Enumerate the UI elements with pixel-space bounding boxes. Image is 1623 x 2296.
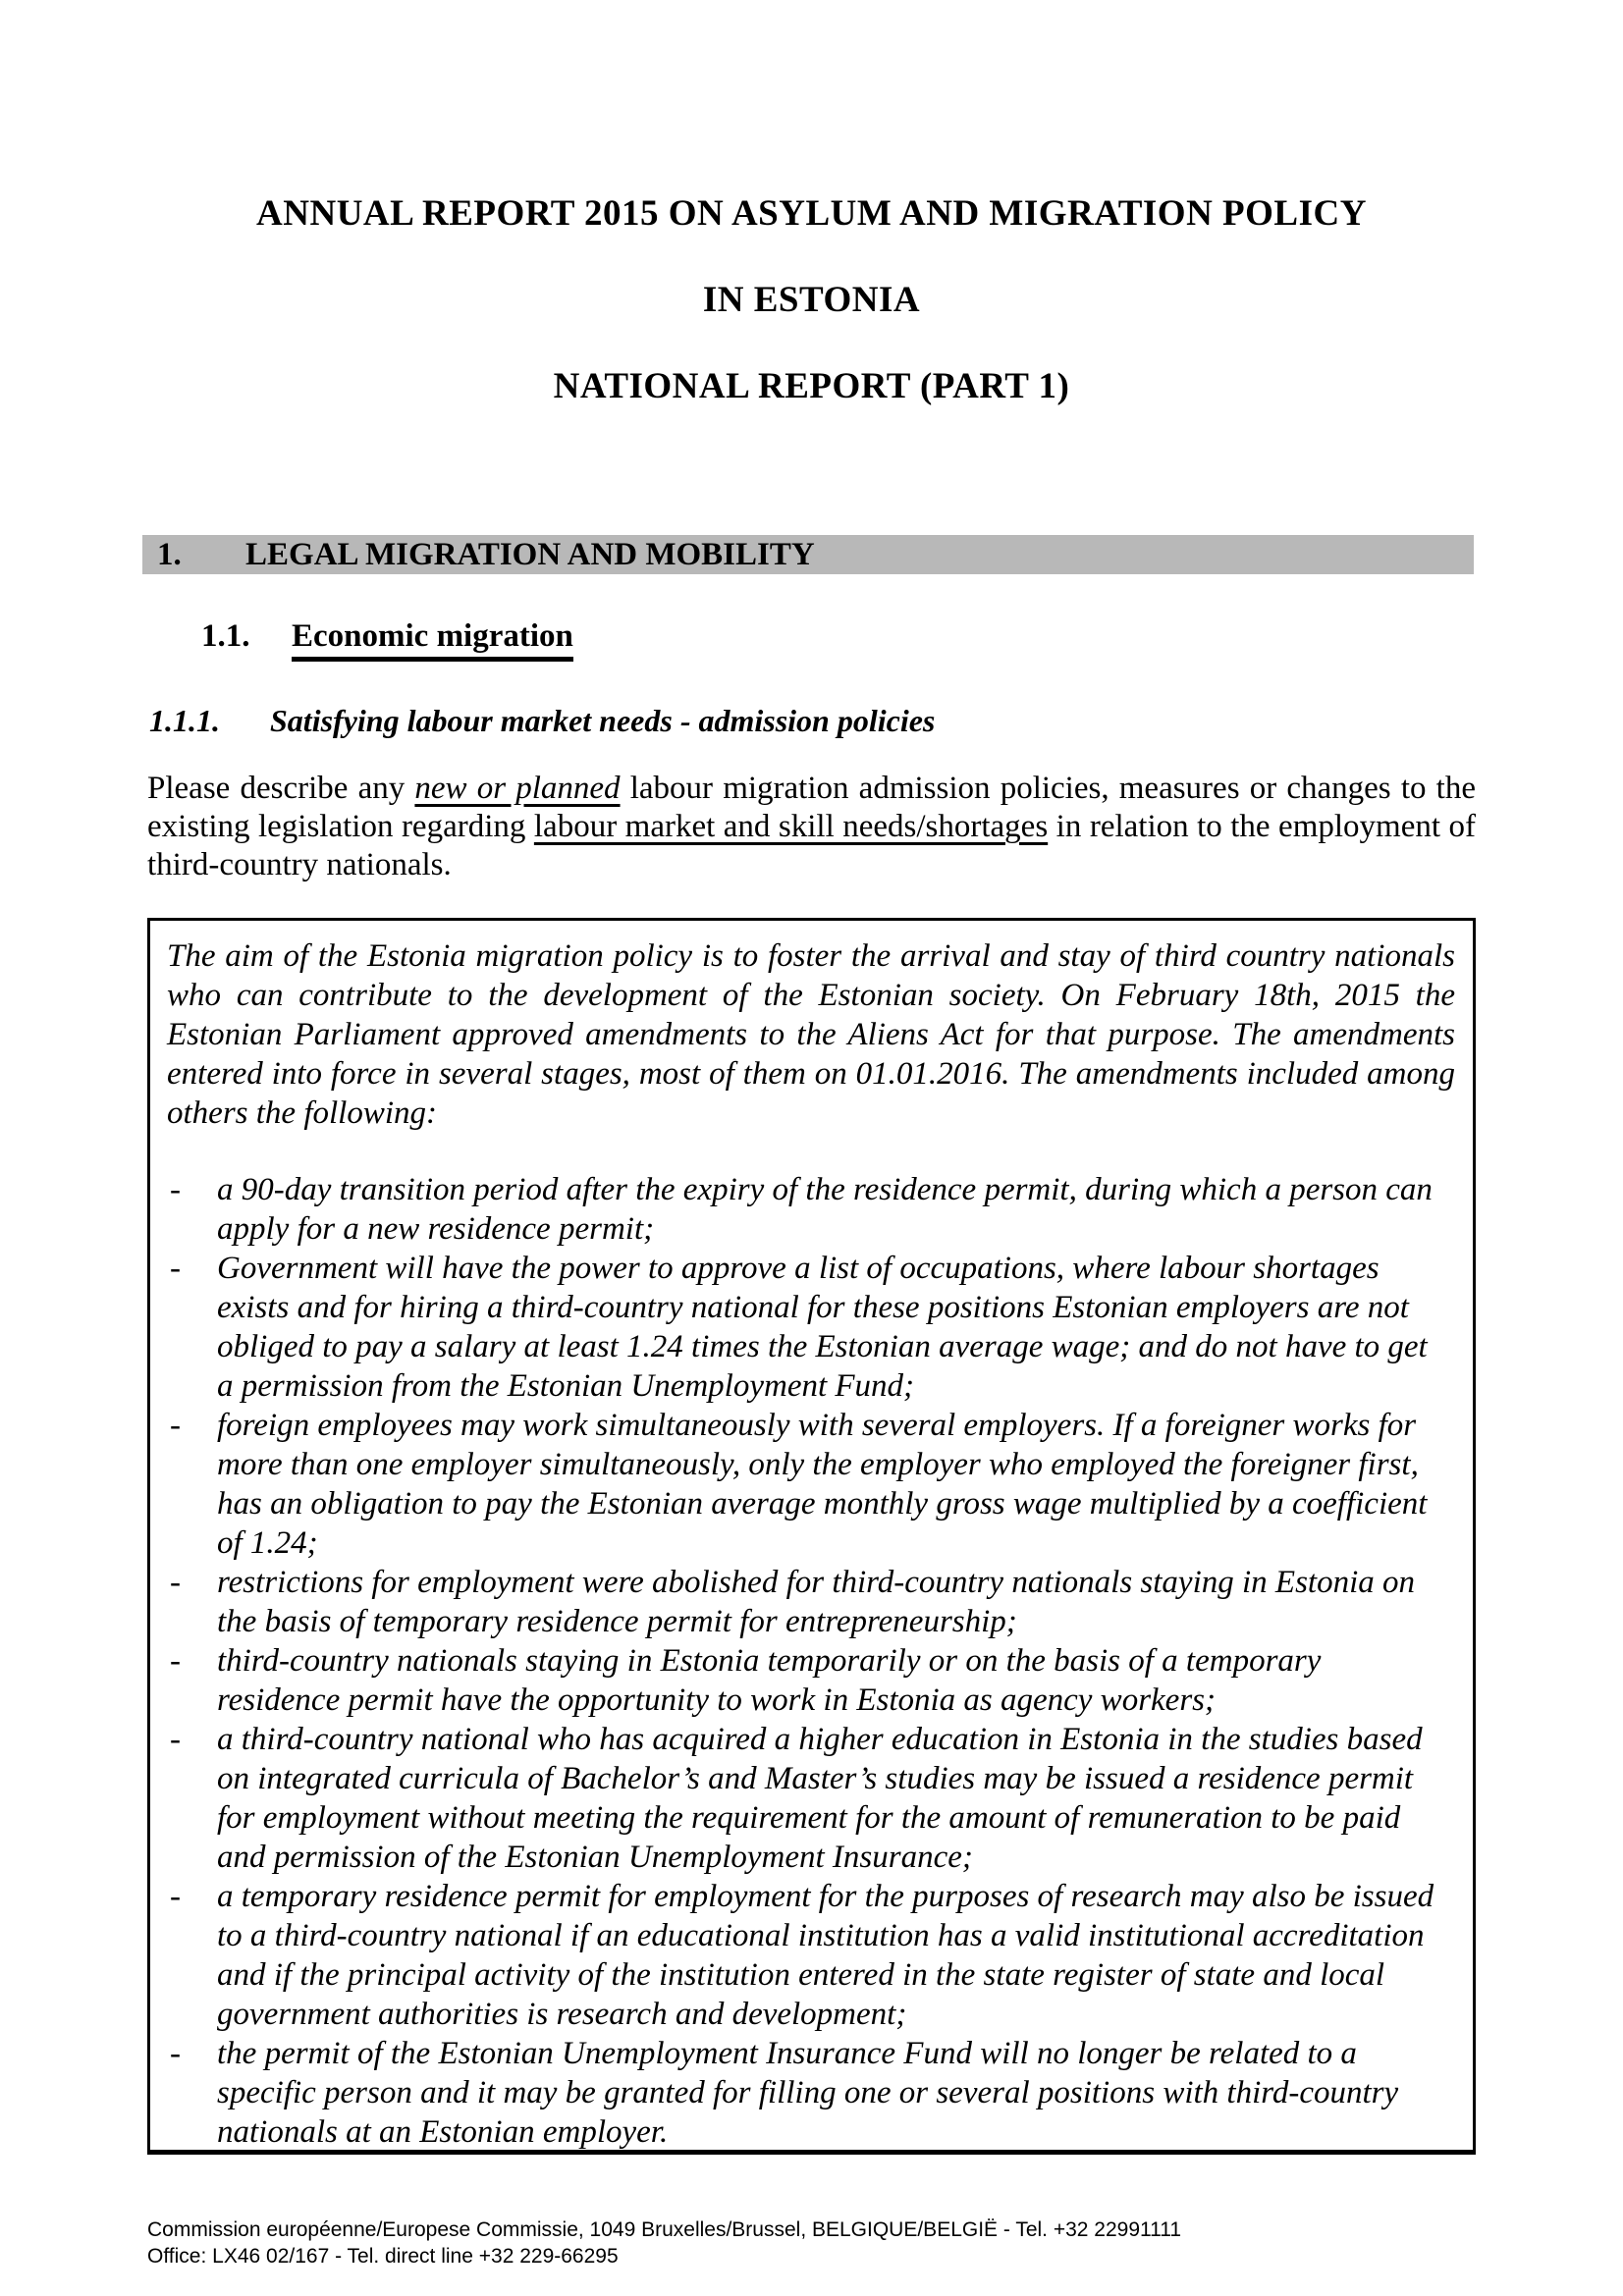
answer-intro-paragraph: The aim of the Estonia migration policy is to foster the arrival and stay of third country nationals who can contribute to the development of the Estonian society. On February 18th, 2015 the Estonian Parliament approved amendments to the Aliens Act for that purpose. The amendments entered into force in several stages, most of them on 01.01.2016. The amendments included among others the following: bbox=[167, 938, 1455, 1131]
question-text-1: Please describe any bbox=[147, 771, 415, 806]
bullet-dash-marker: - bbox=[170, 1565, 181, 1600]
bullet-text: a third-country national who has acquired a higher education in Estonia in the studies based on integrated curricula of Bachelor’s and Master’s studies may be issued a residence permit for employment without meeting the requirement for the amount of remuneration to be paid and permission of the Estonian Unemployment Insurance; bbox=[217, 1722, 1423, 1875]
list-item bbox=[167, 1877, 1455, 2034]
bullet-text: a 90-day transition period after the expiry of the residence permit, during which a person can apply for a new residence permit; bbox=[217, 1172, 1433, 1247]
bullet-text: the permit of the Estonian Unemployment Insurance Fund will no longer be related to a specific person and it may be granted for filling one or several positions with third-country nationals at an Estonian employer. bbox=[217, 2036, 1399, 2150]
list-item bbox=[167, 1406, 1455, 1563]
title-line-2: IN ESTONIA bbox=[702, 280, 921, 320]
bullet-text: restrictions for employment were abolished for third-country nationals staying in Estonia on the basis of temporary residence permit for entrepreneurship; bbox=[217, 1565, 1416, 1639]
bullet-dash-marker: - bbox=[170, 1879, 181, 1914]
answer-bullet-list bbox=[167, 1170, 1455, 2152]
subsection-heading bbox=[201, 618, 573, 655]
bullet-text: a temporary residence permit for employment for the purposes of research may also be issued to a third-country national if an educational institution has a valid institutional accreditation and if the principal activity of the institution entered in the state register of state and local government authorities is research and development; bbox=[217, 1879, 1434, 2032]
list-item bbox=[167, 1563, 1455, 1641]
section-title: LEGAL MIGRATION AND MOBILITY bbox=[245, 536, 815, 572]
bullet-dash-marker: - bbox=[170, 1172, 181, 1207]
list-item bbox=[167, 1720, 1455, 1877]
section-number: 1. bbox=[157, 536, 182, 572]
list-item bbox=[167, 1249, 1455, 1406]
question-text-2: labour migration admission policies, measures or changes to the existing legislation regarding bbox=[147, 771, 1476, 844]
bullet-dash-marker: - bbox=[170, 1408, 181, 1443]
bullet-dash-marker: - bbox=[170, 2036, 181, 2071]
page-footer bbox=[147, 2216, 1502, 2269]
document-title bbox=[147, 192, 1476, 452]
footer-line-1: Commission européenne/Europese Commissie, 1049 Bruxelles/Brussel, BELGIQUE/BELGIË - Tel. +32 22991111 bbox=[147, 2218, 1182, 2241]
bullet-text: third-country nationals staying in Estonia temporarily or on the basis of a temporary residence permit have the opportunity to work in Estonia as agency workers; bbox=[217, 1643, 1322, 1718]
footer-line-2: Office: LX46 02/167 - Tel. direct line +32 229-66295 bbox=[147, 2245, 619, 2268]
title-line-1: ANNUAL REPORT 2015 ON ASYLUM AND MIGRATION POLICY bbox=[256, 193, 1367, 234]
title-line-3: NATIONAL REPORT (PART 1) bbox=[553, 366, 1070, 406]
bullet-dash-marker: - bbox=[170, 1722, 181, 1757]
list-item bbox=[167, 1170, 1455, 1249]
subsection-title: Economic migration bbox=[292, 618, 573, 662]
question-underlined-phrase: labour market and skill needs/shortages bbox=[533, 809, 1049, 844]
subsubsection-number: 1.1.1. bbox=[149, 703, 220, 738]
question-underlined-italic-phrase: new or planned bbox=[414, 771, 621, 806]
subsubsection-title: Satisfying labour market needs - admission policies bbox=[270, 703, 936, 738]
subsubsection-heading bbox=[149, 703, 935, 739]
list-item bbox=[167, 1641, 1455, 1720]
bullet-dash-marker: - bbox=[170, 1251, 181, 1286]
section-heading-bar bbox=[142, 535, 1474, 574]
bullet-text: Government will have the power to approve a list of occupations, where labour shortages exists and for hiring a third-country national for these positions Estonian employers are not obliged to pay a salary at least 1.24 times the Estonian average wage; and do not have to get a permission from the Estonian Unemployment Fund; bbox=[217, 1251, 1428, 1404]
answer-box bbox=[147, 918, 1476, 2155]
question-text-3: in relation to the employment of third-country nationals. bbox=[147, 809, 1476, 882]
subsection-number: 1.1. bbox=[201, 618, 250, 654]
bullet-dash-marker: - bbox=[170, 1643, 181, 1679]
list-item bbox=[167, 2034, 1455, 2152]
question-paragraph bbox=[147, 770, 1476, 884]
bullet-text: foreign employees may work simultaneously with several employers. If a foreigner works for more than one employer simultaneously, only the employer who employed the foreigner first, has an obligation to pay the Estonian average monthly gross wage multiplied by a coefficient of 1.24; bbox=[217, 1408, 1428, 1561]
